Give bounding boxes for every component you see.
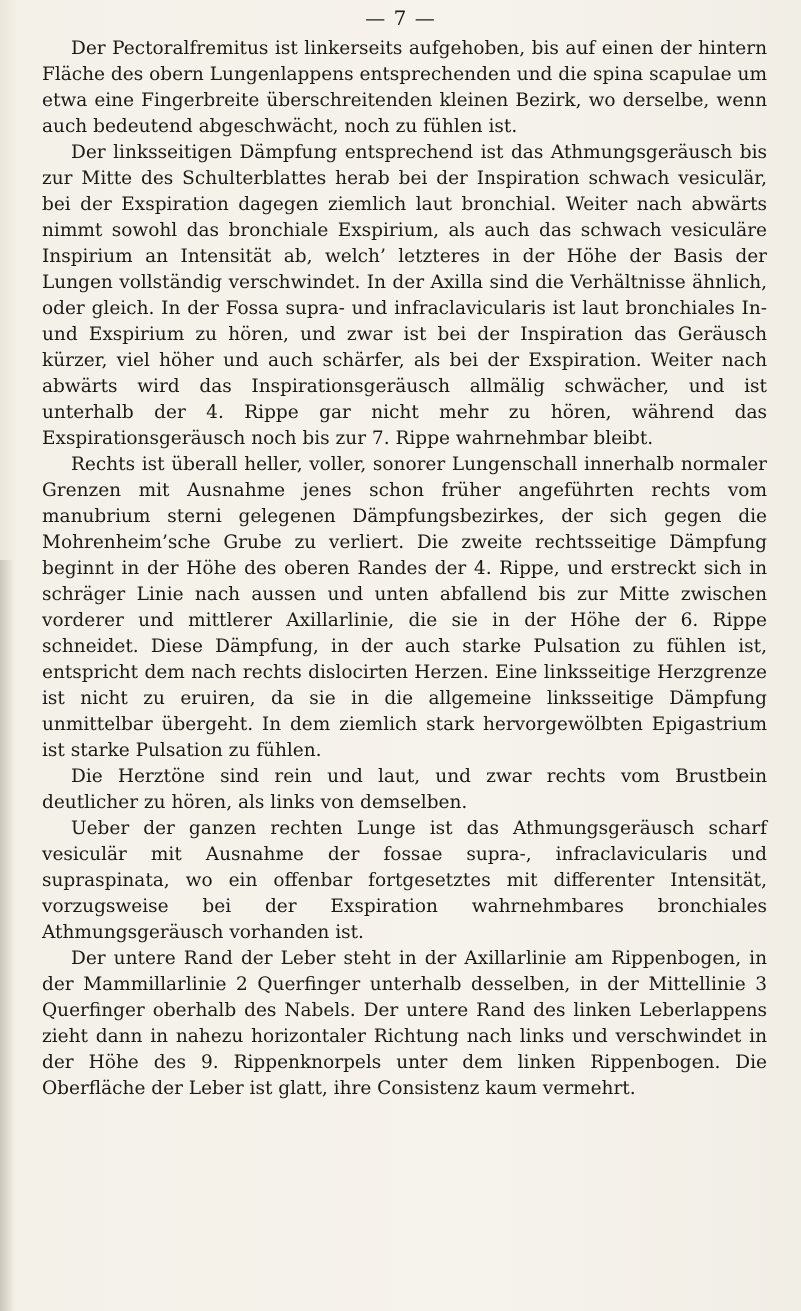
paragraph-right-lung: Ueber der ganzen rechten Lunge ist das Athmungsgeräusch scharf vesiculär mit Ausnahme der fossae supra-, infraclavicularis und supraspinata, wo ein offenbar fortgesetztes mit differenter Intensität, vorzugsweise bei der Exspiration wahrnehmbares bronchiales Athmungsgeräusch vorhanden ist. xyxy=(42,818,767,943)
paragraph-heart-sounds: Die Herztöne sind rein und laut, und zwar rechts vom Brustbein deutlicher zu hören, als links von demselben. xyxy=(42,766,767,813)
body-text xyxy=(42,36,767,1102)
page-number: — 7 — xyxy=(365,6,436,30)
paragraph-left-breath-sounds: Der linksseitigen Dämpfung entsprechend ist das Athmungsgeräusch bis zur Mitte des Schulterblattes herab bei der Inspiration schwach vesiculär, bei der Exspiration dagegen ziemlich laut bronchial. Weiter nach abwärts nimmt sowohl das bronchiale Exspirium, als auch das schwach vesiculäre Inspirium an Intensität ab, welch’ letzteres in der Höhe der Basis der Lungen vollständig verschwindet. In der Axilla sind die Verhältnisse ähnlich, oder gleich. In der Fossa supra- und infraclavicularis ist laut bronchiales In- und Exspirium zu hören, und zwar ist bei der Inspiration das Geräusch kürzer, viel höher und auch schärfer, als bei der Exspiration. Weiter nach abwärts wird das Inspirationsgeräusch allmälig schwächer, und ist unterhalb der 4. Rippe gar nicht mehr zu hören, während das Exspirationsgeräusch noch bis zur 7. Rippe wahrnehmbar bleibt. xyxy=(42,142,767,449)
paragraph-liver: Der untere Rand der Leber steht in der Axillarlinie am Rippenbogen, in der Mammillarlinie 2 Querfinger unterhalb desselben, in der Mittellinie 3 Querfinger oberhalb des Nabels. Der untere Rand des linken Leberlappens zieht dann in nahezu horizontaler Richtung nach links und verschwindet in der Höhe des 9. Rippenknorpels unter dem linken Rippenbogen. Die Oberfläche der Leber ist glatt, ihre Consistenz kaum vermehrt. xyxy=(42,948,767,1099)
paragraph-pectoralfremitus: Der Pectoralfremitus ist linkerseits aufgehoben, bis auf einen der hintern Fläche des obern Lungenlappens entsprechenden und die spina scapulae um etwa eine Fingerbreite überschreitenden kleinen Bezirk, wo derselbe, wenn auch bedeutend abgeschwächt, noch zu fühlen ist. xyxy=(42,38,767,137)
binding-shadow xyxy=(0,560,14,1311)
paragraph-right-percussion: Rechts ist überall heller, voller, sonorer Lungenschall innerhalb normaler Grenzen mit Ausnahme jenes schon früher angeführten rechts vom manubrium sterni gelegenen Dämpfungsbezirkes, der sich gegen die Mohrenheim’sche Grube zu verliert. Die zweite rechtsseitige Dämpfung beginnt in der Höhe des oberen Randes der 4. Rippe, und erstreckt sich in schräger Linie nach aussen und unten abfallend bis zur Mitte zwischen vorderer und mittlerer Axillarlinie, die sie in der Höhe der 6. Rippe schneidet. Diese Dämpfung, in der auch starke Pulsation zu fühlen ist, entspricht dem nach rechts dislocirten Herzen. Eine linksseitige Herzgrenze ist nicht zu eruiren, da sie in die allgemeine linksseitige Dämpfung unmittelbar übergeht. In dem ziemlich stark hervorgewölbten Epigastrium ist starke Pulsation zu fühlen. xyxy=(42,454,767,761)
